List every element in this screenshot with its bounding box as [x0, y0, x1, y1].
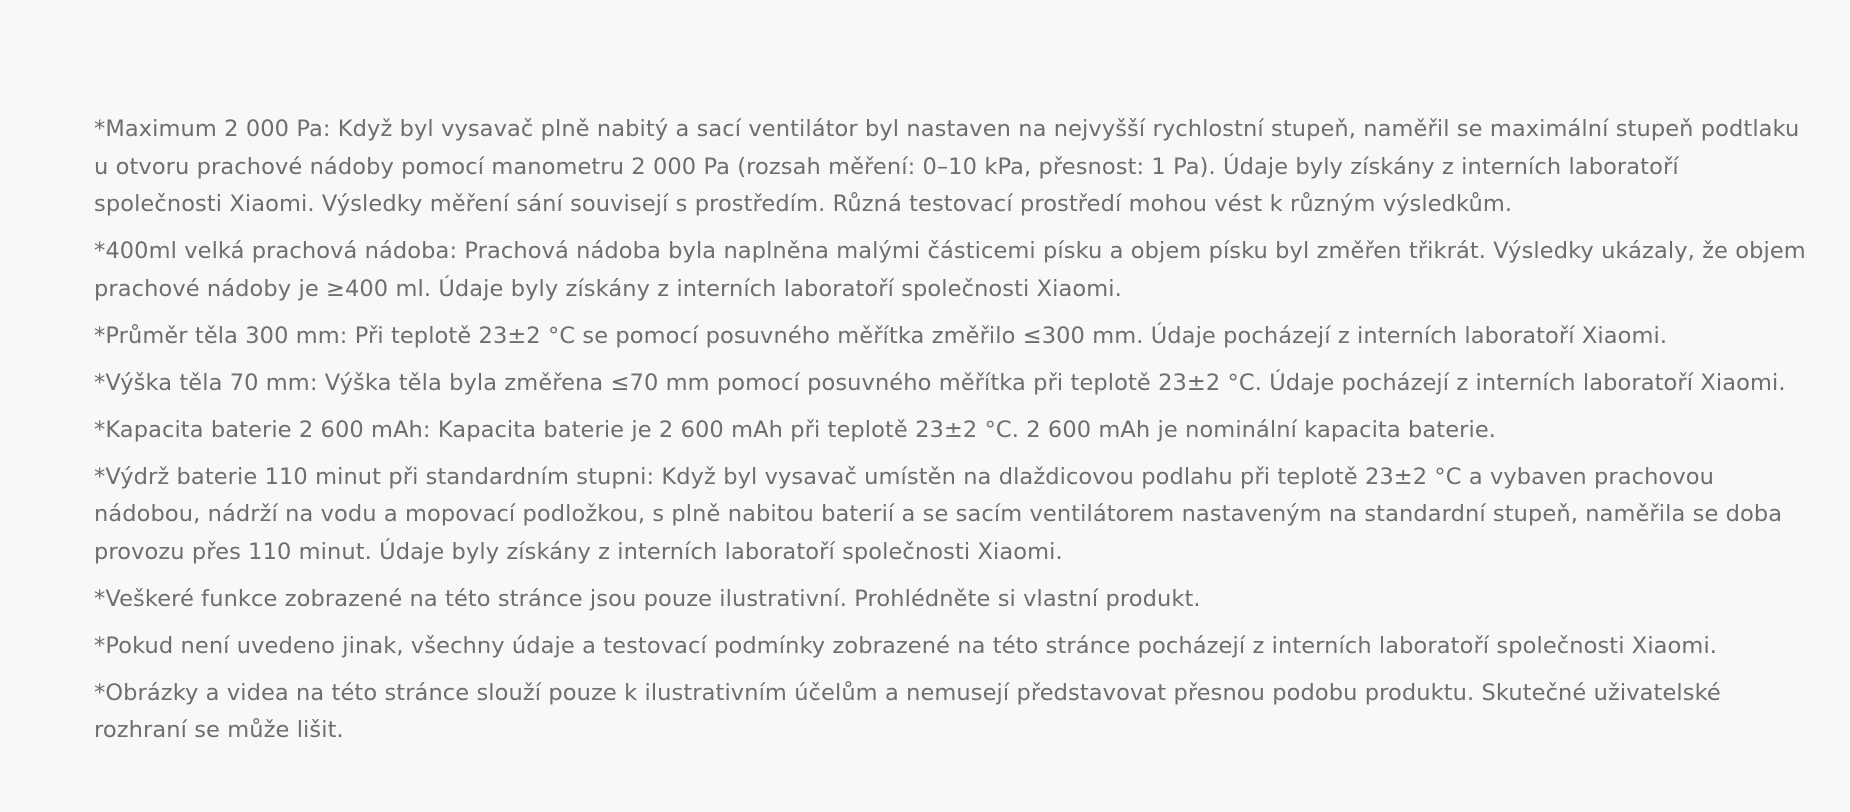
disclaimer-section	[94, 111, 1814, 750]
footnote-body-diameter: *Průměr těla 300 mm: Při teplotě 23±2 °C se pomocí posuvného měřítka změřilo ≤300 mm. Údaje pocházejí z interních laboratoří Xiaomi.	[94, 322, 1668, 349]
footnote-images-videos: *Obrázky a videa na této stránce slouží pouze k ilustrativním účelům a nemusejí představovat přesnou podobu produktu. Skutečné uživatelské rozhraní se může lišit.	[94, 679, 1721, 743]
footnote-body-height: *Výška těla 70 mm: Výška těla byla změřena ≤70 mm pomocí posuvného měřítka při teplotě 23±2 °C. Údaje pocházejí z interních laboratoří Xiaomi.	[94, 369, 1786, 396]
footnote-battery-capacity: *Kapacita baterie 2 600 mAh: Kapacita baterie je 2 600 mAh při teplotě 23±2 °C. 2 600 mAh je nominální kapacita baterie.	[94, 416, 1497, 443]
footnote-illustrative-features: *Veškeré funkce zobrazené na této stránce jsou pouze ilustrativní. Prohlédněte si vlastní produkt.	[94, 585, 1201, 612]
footnote-dust-container: *400ml velká prachová nádoba: Prachová nádoba byla naplněna malými částicemi písku a objem písku byl změřen třikrát. Výsledky ukázaly, že objem prachové nádoby je ≥400 ml. Údaje byly získány z interních laboratoří společnosti Xiaomi.	[94, 238, 1806, 302]
footnote-test-conditions: *Pokud není uvedeno jinak, všechny údaje a testovací podmínky zobrazené na této stránce pocházejí z interních laboratoří společnosti Xiaomi.	[94, 632, 1718, 659]
footnote-max-suction: *Maximum 2 000 Pa: Když byl vysavač plně nabitý a sací ventilátor byl nastaven na nejvyšší rychlostní stupeň, naměřil se maximální stupeň podtlaku u otvoru prachové nádoby pomocí manometru 2 000 Pa (rozsah měření: 0–10 kPa, přesnost: 1 Pa). Údaje byly získány z interních laboratoří společnosti Xiaomi. Výsledky měření sání souvisejí s prostředím. Různá testovací prostředí mohou vést k různým výsledkům.	[94, 116, 1800, 217]
footnote-battery-runtime: *Výdrž baterie 110 minut při standardním stupni: Když byl vysavač umístěn na dlaždicovou podlahu při teplotě 23±2 °C a vybaven prachovou nádobou, nádrží na vodu a mopovací podložkou, s plně nabitou baterií a se sacím ventilátorem nastaveným na standardní stupeň, naměřila se doba provozu přes 110 minut. Údaje byly získány z interních laboratoří společnosti Xiaomi.	[94, 463, 1783, 565]
